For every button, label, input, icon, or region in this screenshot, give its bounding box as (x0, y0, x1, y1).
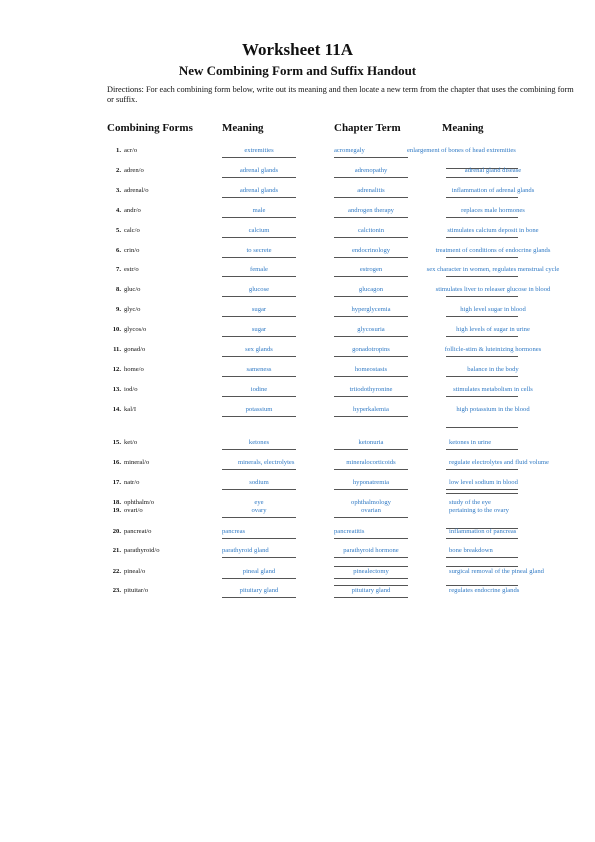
combining-form: ket/o (124, 439, 138, 446)
table-row (0, 346, 595, 362)
term-meaning-answer: balance in the body (467, 366, 519, 373)
answer-line (334, 376, 408, 377)
combining-form: andr/o (124, 207, 141, 214)
answer-line (446, 336, 518, 337)
combining-form: glyc/o (124, 306, 141, 313)
combining-form: mineral/o (124, 459, 150, 466)
header-combining-forms: Combining Forms (107, 122, 193, 134)
combining-form: gluc/o (124, 286, 141, 293)
directions-text: Directions: For each combining form below, write out its meaning and then locate a new term from the chapter that uses the combining form or suffix. (107, 85, 574, 104)
term-meaning-answer: follicle-stim & luteinizing hormones (444, 346, 542, 353)
row-number: 12. (112, 366, 121, 373)
answer-line (222, 578, 296, 579)
answer-line (222, 257, 296, 258)
answer-line (334, 197, 408, 198)
answer-line (446, 316, 518, 317)
table-row (0, 306, 595, 322)
header-meaning: Meaning (222, 122, 264, 134)
meaning-answer: iodine (250, 386, 268, 393)
term-meaning-answer: replaces male hormones (461, 207, 525, 214)
table-row (0, 187, 595, 203)
table-row (0, 587, 595, 603)
meaning-answer: sameness (246, 366, 272, 373)
answer-line (222, 597, 296, 598)
meaning-answer: adrenal glands (239, 167, 279, 174)
answer-line (446, 376, 518, 377)
answer-line (446, 489, 518, 490)
answer-line (334, 416, 408, 417)
answer-line (222, 316, 296, 317)
meaning-answer: to secrete (246, 247, 272, 254)
term-meaning-answer: treatment of conditions of endocrine glands (435, 247, 551, 254)
answer-line (446, 257, 518, 258)
table-row (0, 167, 595, 183)
answer-line (222, 177, 296, 178)
table-row (0, 568, 595, 584)
chapter-term-answer: pituitary gland (351, 587, 391, 594)
answer-line (334, 566, 408, 567)
row-number: 4. (116, 207, 121, 214)
answer-line (446, 493, 518, 494)
table-row (0, 247, 595, 263)
term-meaning-answer: bone breakdown (449, 547, 493, 554)
answer-line (222, 237, 296, 238)
chapter-term-answer: androgen therapy (348, 207, 394, 214)
answer-line (334, 489, 408, 490)
row-number: 23. (112, 587, 121, 594)
meaning-answer: female (250, 266, 268, 273)
combining-form: home/o (124, 366, 144, 373)
meaning-answer: pancreas (222, 528, 246, 535)
term-meaning-answer: high potassium in the blood (456, 406, 530, 413)
header-term-meaning: Meaning (442, 122, 484, 134)
answer-line (446, 197, 518, 198)
answer-line (446, 296, 518, 297)
meaning-answer: sex glands (245, 346, 273, 353)
chapter-term-answer: parathyroid hormone (343, 547, 399, 554)
row-number: 2. (116, 167, 121, 174)
answer-line (222, 557, 296, 558)
term-meaning-answer: surgical removal of the pineal gland (449, 568, 544, 575)
meaning-answer: parathyroid gland (222, 547, 269, 554)
answer-line (222, 538, 296, 539)
combining-form: ophthalm/o (124, 499, 155, 506)
meaning-answer: sugar (251, 326, 267, 333)
answer-line (334, 296, 408, 297)
row-number: 3. (116, 187, 121, 194)
row-number: 20. (112, 528, 121, 535)
row-number: 11. (113, 346, 121, 353)
answer-line (446, 427, 518, 428)
chapter-term-answer: adrenopathy (354, 167, 388, 174)
row-number: 19. (112, 507, 121, 514)
table-row (0, 528, 595, 544)
answer-line (334, 585, 408, 586)
answer-line (334, 276, 408, 277)
answer-line (222, 489, 296, 490)
meaning-answer: minerals, electrolytes (238, 459, 295, 466)
answer-line (222, 416, 296, 417)
meaning-answer: extremities (244, 147, 274, 154)
answer-line (222, 157, 296, 158)
row-number: 8. (116, 286, 121, 293)
term-meaning-answer: study of the eye (449, 499, 491, 506)
row-number: 18. (112, 499, 121, 506)
answer-line (446, 356, 518, 357)
row-number: 21. (112, 547, 121, 554)
answer-line (446, 469, 518, 470)
meaning-answer: sugar (251, 306, 267, 313)
combining-form: pancreat/o (124, 528, 152, 535)
answer-line (334, 316, 408, 317)
chapter-term-answer: homeostasis (354, 366, 388, 373)
row-number: 13. (112, 386, 121, 393)
meaning-answer: pituitary gland (239, 587, 279, 594)
answer-line (334, 538, 408, 539)
table-row (0, 286, 595, 302)
answer-line (334, 449, 408, 450)
row-number: 17. (112, 479, 121, 486)
chapter-term-answer: ovarian (361, 507, 381, 514)
answer-line (334, 356, 408, 357)
row-number: 22. (112, 568, 121, 575)
chapter-term-answer: mineralocorticoids (346, 459, 396, 466)
chapter-term-answer: pinealectomy (353, 568, 389, 575)
answer-line (334, 597, 408, 598)
answer-line (222, 296, 296, 297)
answer-line (222, 449, 296, 450)
answer-line (334, 557, 408, 558)
combining-form: glycos/o (124, 326, 147, 333)
answer-line (334, 517, 408, 518)
combining-form: iod/o (124, 386, 138, 393)
combining-form: natr/o (124, 479, 140, 486)
combining-form: ovari/o (124, 507, 143, 514)
answer-line (446, 557, 518, 558)
answer-line (334, 578, 408, 579)
answer-line (222, 217, 296, 218)
chapter-term-answer: glycosuria (357, 326, 385, 333)
answer-line (446, 177, 518, 178)
page-subtitle: New Combining Form and Suffix Handout (178, 63, 417, 78)
meaning-answer: potassium (245, 406, 273, 413)
chapter-term-answer: glucagon (358, 286, 384, 293)
answer-line (334, 257, 408, 258)
term-meaning-answer: stimulates metabolism in cells (453, 386, 533, 393)
row-number: 7. (116, 266, 121, 273)
answer-line (334, 469, 408, 470)
term-meaning-answer: low level sodium in blood (449, 479, 518, 486)
table-row (0, 227, 595, 243)
meaning-answer: calcium (248, 227, 270, 234)
term-meaning-answer: high levels of sugar in urine (456, 326, 530, 333)
table-row (0, 266, 595, 282)
chapter-term-answer: estrogen (359, 266, 383, 273)
chapter-term-answer: gonadotropins (352, 346, 390, 353)
answer-line (334, 217, 408, 218)
combining-form: adrenal/o (124, 187, 149, 194)
row-number: 10. (112, 326, 121, 333)
answer-line (446, 237, 518, 238)
answer-line (222, 376, 296, 377)
answer-line (334, 237, 408, 238)
row-number: 5. (116, 227, 121, 234)
chapter-term-answer: adrenalitis (357, 187, 385, 194)
row-number: 14. (112, 406, 121, 413)
answer-line (222, 396, 296, 397)
answer-line (334, 336, 408, 337)
answer-line (222, 356, 296, 357)
answer-line (446, 585, 518, 586)
combining-form: adren/o (124, 167, 144, 174)
chapter-term-answer: acromegaly (334, 147, 365, 154)
table-row (0, 326, 595, 342)
meaning-answer: ovary (251, 507, 267, 514)
row-number: 9. (116, 306, 121, 313)
table-row (0, 406, 595, 422)
answer-line (222, 197, 296, 198)
combining-form: calc/o (124, 227, 140, 234)
term-meaning-answer: inflammation of adrenal glands (451, 187, 535, 194)
combining-form: gonad/o (124, 346, 146, 353)
term-meaning-answer: pertaining to the ovary (449, 507, 509, 514)
term-meaning-answer: stimulates calcium deposit in bone (447, 227, 539, 234)
meaning-answer: sodium (249, 479, 269, 486)
term-meaning-answer: high level sugar in blood (460, 306, 526, 313)
page-title: Worksheet 11A (242, 40, 353, 59)
answer-line (446, 449, 518, 450)
chapter-term-answer: hyperglycemia (351, 306, 391, 313)
row-number: 6. (116, 247, 121, 254)
combining-form: acr/o (124, 147, 138, 154)
combining-form: kal/I (124, 406, 137, 413)
answer-line (446, 276, 518, 277)
table-row (0, 366, 595, 382)
row-number: 15. (112, 439, 121, 446)
term-meaning-answer: sex character in women, regulates menstrual cycle (426, 266, 560, 273)
row-number: 16. (112, 459, 121, 466)
chapter-term-answer: ketonuria (358, 439, 384, 446)
header-chapter-term: Chapter Term (334, 122, 401, 134)
combining-form: parathyroid/o (124, 547, 160, 554)
combining-form: pituitar/o (124, 587, 149, 594)
chapter-term-answer: pancreatitis (334, 528, 365, 535)
chapter-term-answer: ophthalmology (351, 499, 391, 506)
term-meaning-answer: stimulates liver to releaser glucose in blood (435, 286, 551, 293)
table-row (0, 207, 595, 223)
meaning-answer: glucose (248, 286, 270, 293)
answer-line (446, 217, 518, 218)
table-row (0, 439, 595, 455)
term-meaning-answer: enlargement of bones of head extremities (407, 147, 516, 154)
table-row (0, 459, 595, 475)
table-row (0, 547, 595, 563)
chapter-term-answer: endocrinology (351, 247, 391, 254)
meaning-answer: pineal gland (242, 568, 276, 575)
table-row (0, 147, 595, 163)
answer-line (334, 396, 408, 397)
term-meaning-answer: regulate electrolytes and fluid volume (449, 459, 549, 466)
answer-line (222, 469, 296, 470)
chapter-term-answer: triiodothyronine (349, 386, 393, 393)
table-row (0, 507, 595, 523)
combining-form: estr/o (124, 266, 139, 273)
meaning-answer: male (252, 207, 266, 214)
combining-form: crin/o (124, 247, 140, 254)
answer-line (446, 566, 518, 567)
term-meaning-answer: regulates endocrine glands (449, 587, 520, 594)
term-meaning-answer: inflammation of pancreas (449, 528, 517, 535)
answer-line (334, 177, 408, 178)
meaning-answer: eye (254, 499, 264, 506)
meaning-answer: adrenal glands (239, 187, 279, 194)
term-meaning-answer: ketones in urine (449, 439, 492, 446)
combining-form: pineal/o (124, 568, 146, 575)
answer-line (446, 396, 518, 397)
row-number: 1. (116, 147, 121, 154)
term-meaning-answer: adrenal gland disease (464, 167, 522, 174)
meaning-answer: ketones (248, 439, 270, 446)
answer-line (334, 157, 408, 158)
chapter-term-answer: calcitonin (358, 227, 384, 234)
table-row (0, 386, 595, 402)
chapter-term-answer: hyponatremia (352, 479, 390, 486)
answer-line (222, 336, 296, 337)
chapter-term-answer: hyperkalemia (353, 406, 389, 413)
answer-line (446, 538, 518, 539)
answer-line (222, 517, 296, 518)
answer-line (222, 276, 296, 277)
